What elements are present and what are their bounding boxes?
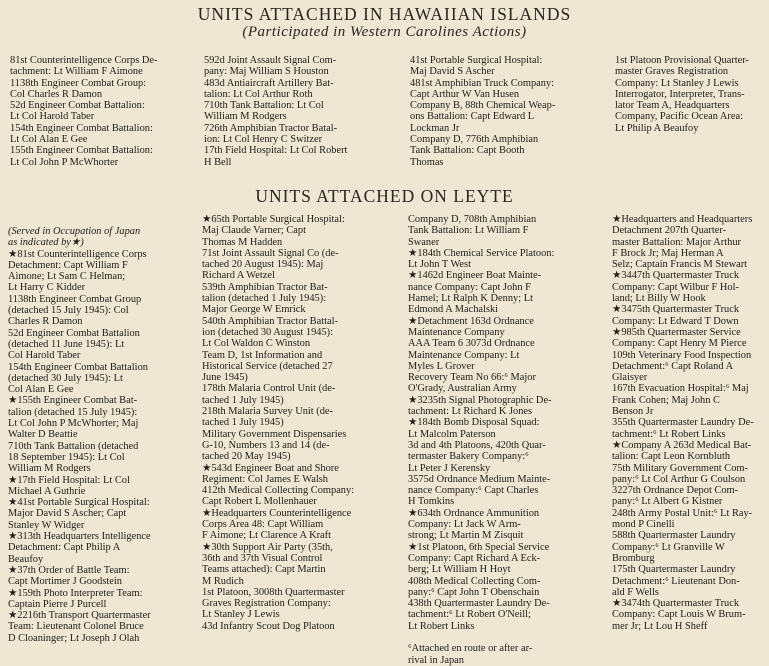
text-line: F Aimone; Lt Clarence A Kraft — [202, 530, 331, 542]
text-line: Team: Lieutenant Colonel Bruce — [8, 621, 144, 633]
text-line: Team D, 1st Information and — [202, 349, 323, 361]
text-line: Graves Registration Company: — [202, 598, 331, 610]
text-line: 3227th Ordnance Depot Com- — [612, 485, 739, 497]
text-line: Maj Claude Varner; Capt — [202, 225, 306, 237]
text-line: Capt Arthur W Van Husen — [410, 88, 520, 100]
text-line: ★2216th Transport Quartermaster — [8, 610, 151, 622]
text-line: ⁶Attached en route or after ar- — [408, 643, 533, 655]
text-line: ★41st Portable Surgical Hospital: — [8, 497, 150, 509]
text-line: 41st Portable Surgical Hospital: — [410, 55, 543, 66]
text-line: ★Headquarters Counterintelligence — [202, 507, 352, 519]
text-line: Selz; Captain Francis M Stewart — [612, 259, 748, 271]
text-line: D Cloaninger; Lt Joseph J Olah — [8, 632, 140, 644]
text-line: termaster Bakery Company:⁶ — [408, 451, 529, 463]
text-line: master Battalion: Major Arthur — [612, 236, 741, 248]
text-line: 710th Tank Battalion: Lt Col — [204, 100, 324, 112]
text-line: 1st Platoon, 3008th Quartermaster — [202, 586, 345, 598]
text-line: Lockman Jr — [410, 122, 460, 134]
text-line: talion: Lt Col Arthur Roth — [204, 88, 313, 100]
text-line: ★Detachment 163d Ordnance — [408, 315, 534, 327]
text-line: William M Rodgers — [8, 463, 91, 475]
text-line — [408, 632, 608, 643]
text-line: Lt Harry C Kidder — [8, 282, 86, 294]
text-line: Lt Malcolm Paterson — [408, 428, 496, 440]
text-line: ★159th Photo Interpreter Team: — [8, 587, 143, 599]
text-line: Major David S Ascher; Capt — [8, 508, 127, 520]
text-line: AAA Team 6 3073d Ordnance — [408, 338, 535, 350]
text-line: Richard A Wetzel — [202, 270, 275, 282]
text-line: Col Alan E Gee — [8, 384, 74, 396]
text-line: ion: Lt Col Henry C Switzer — [204, 134, 323, 146]
text-line: O'Grady, Australian Army — [408, 383, 517, 395]
text-line: tachment:⁶ Lt Robert Links — [612, 428, 726, 440]
text-line: 154th Engineer Combat Battalion: — [10, 122, 153, 134]
text-line: Benson Jr — [612, 406, 654, 418]
text-line: Myles L Grover — [408, 360, 475, 372]
text-line: as indicated by★) — [8, 237, 84, 249]
text-line: ald F Wells — [612, 586, 659, 598]
text-line: 18 September 1945): Lt Col — [8, 451, 125, 463]
text-line: berg; Lt William H Hoyt — [408, 564, 511, 576]
text-line: Edmond A Machalski — [408, 304, 499, 316]
text-line: ★313th Headquarters Intelligence — [8, 531, 151, 543]
text-line: Maintenance Company — [408, 326, 505, 338]
leyte-heading: UNITS ATTACHED ON LEYTE — [255, 186, 514, 206]
text-line: ★3474th Quartermaster Truck — [612, 598, 740, 610]
hawaii-column-3 — [410, 55, 600, 168]
text-line: Walter D Beattie — [8, 429, 78, 441]
text-line: Company: Capt Louis W Brum- — [612, 609, 746, 621]
text-line: Lt Col Alan E Gee — [10, 134, 88, 146]
hawaii-column-1 — [10, 55, 192, 168]
text-line: Interrogator, Interpreter, Trans- — [615, 88, 745, 100]
text-line: Lt Peter J Kerensky — [408, 462, 491, 474]
text-line: pany:⁶ Lt Albert G Kistner — [612, 496, 723, 508]
text-line: ★3475th Quartermaster Truck — [612, 304, 740, 316]
leyte-column-1 — [8, 226, 198, 644]
text-line: tached 20 May 1945) — [202, 451, 291, 463]
text-line: ★3235th Signal Photographic De- — [408, 394, 552, 406]
text-line: Company: Capt Henry M Pierce — [612, 338, 747, 350]
text-line: F Brock Jr; Maj Herman A — [612, 247, 724, 259]
text-line: Company: Capt Richard A Eck- — [408, 552, 541, 564]
text-line: ★17th Field Hospital: Lt Col — [8, 474, 130, 486]
text-line: (detached 30 July 1945): Lt — [8, 372, 123, 384]
text-line: (Served in Occupation of Japan — [8, 226, 141, 237]
text-line: Captain Pierre J Purcell — [8, 598, 107, 610]
text-line: master Graves Registration — [615, 66, 729, 78]
text-line: Lt Col John P McWhorter; Maj — [8, 418, 139, 430]
text-line: pany: Maj William S Houston — [204, 66, 329, 78]
text-line: ★985th Quartermaster Service — [612, 326, 741, 338]
text-line: (detached 11 June 1945): Lt — [8, 338, 125, 350]
text-line: Detachment:⁶ Capt Roland A — [612, 360, 734, 372]
text-line: tachment: Lt Richard K Jones — [408, 406, 533, 418]
text-line: Detachment 207th Quarter- — [612, 225, 727, 237]
text-line: Col Harold Taber — [8, 350, 81, 362]
text-line: 17th Field Hospital: Lt Col Robert — [204, 145, 348, 157]
text-line: 43d Infantry Scout Dog Platoon — [202, 620, 335, 632]
text-line: ★634th Ordnance Ammunition — [408, 507, 540, 519]
text-line: William M Rodgers — [204, 111, 287, 123]
text-line: ion (detached 30 August 1945): — [202, 326, 334, 338]
text-line: Company D, 776th Amphibian — [410, 134, 539, 146]
text-line: nance Company: Capt John F — [408, 281, 531, 293]
text-line: 1138th Engineer Combat Group: — [10, 77, 147, 89]
text-line: Detachment: Capt Philip A — [8, 542, 121, 554]
text-line: Capt Robert L Mollenhauer — [202, 496, 317, 508]
text-line: land; Lt Billy W Hook — [612, 293, 706, 305]
text-line: tachment: Lt William F Aimone — [10, 66, 143, 78]
text-line: tached 1 July 1945) — [202, 394, 284, 406]
text-line: strong; Lt Martin M Zisquit — [408, 530, 524, 542]
text-line: 81st Counterintelligence Corps De- — [10, 55, 158, 66]
leyte-column-2 — [202, 214, 402, 632]
text-line: 539th Amphibian Tractor Bat- — [202, 281, 328, 293]
text-line: Tank Battalion: Capt Booth — [410, 145, 525, 157]
text-line: Frank Cohen; Maj John C — [612, 394, 720, 406]
text-line: 167th Evacuation Hospital:⁶ Maj — [612, 383, 749, 395]
text-line: Thomas — [410, 156, 444, 168]
text-line: 710th Tank Battalion (detached — [8, 440, 139, 452]
text-line: talion: Capt Leon Kornbluth — [612, 451, 731, 463]
text-line: Recovery Team No 66:⁶ Major — [408, 372, 536, 384]
text-line: ons Battalion: Capt Edward L — [410, 111, 535, 123]
text-line: Charles R Damon — [8, 316, 83, 328]
text-line: Lt Col Waldon C Winston — [202, 338, 311, 350]
text-line: G-10, Numbers 13 and 14 (de- — [202, 439, 330, 451]
text-line: Maj David S Ascher — [410, 66, 495, 78]
text-line: Historical Service (detached 27 — [202, 360, 333, 372]
text-line: 52d Engineer Combat Battalion — [8, 327, 140, 339]
text-line: Glaisyer — [612, 372, 648, 384]
text-line: talion (detached 1 July 1945): — [202, 293, 327, 305]
text-line: pany:⁶ Capt John T Obenschain — [408, 586, 540, 598]
text-line: ★Company A 263d Medical Bat- — [612, 439, 752, 451]
text-line: ★81st Counterintelligence Corps — [8, 248, 147, 260]
text-line: Military Government Dispensaries — [202, 428, 347, 440]
text-line: Company: Lt Stanley J Lewis — [615, 77, 739, 89]
text-line: Stanley W Widger — [8, 519, 85, 531]
text-line: 155th Engineer Combat Battalion: — [10, 145, 153, 157]
text-line: 438th Quartermaster Laundry De- — [408, 598, 550, 610]
text-line: tached 20 August 1945): Maj — [202, 259, 324, 271]
text-line: ★37th Order of Battle Team: — [8, 564, 130, 576]
text-line: Bromburg — [612, 552, 655, 564]
text-line: nance Company:⁶ Capt Charles — [408, 485, 539, 497]
text-line: 36th and 37th Visual Control — [202, 552, 323, 564]
text-line: tachment:⁶ Lt Robert O'Neill; — [408, 609, 531, 621]
text-line: 726th Amphibian Tractor Batal- — [204, 122, 338, 134]
leyte-column-3 — [408, 214, 608, 666]
text-line: ★30th Support Air Party (35th, — [202, 541, 333, 553]
text-line: June 1945) — [202, 372, 248, 384]
text-line: ★184th Bomb Disposal Squad: — [408, 417, 540, 429]
text-line: Company: Lt Jack W Arm- — [408, 519, 521, 531]
text-line: (detached 15 July 1945): Col — [8, 305, 129, 317]
text-line: 412th Medical Collecting Company: — [202, 485, 355, 497]
text-line: 408th Medical Collecting Com- — [408, 575, 541, 587]
text-line: Swaner — [408, 236, 440, 248]
text-line: Lt Col Harold Taber — [10, 111, 95, 123]
text-line: ★184th Chemical Service Platoon: — [408, 247, 555, 259]
text-line: 1138th Engineer Combat Group — [8, 293, 142, 305]
text-line: Company D, 708th Amphibian — [408, 214, 537, 225]
text-line: 109th Veterinary Food Inspection — [612, 349, 752, 361]
text-line: ★Headquarters and Headquarters — [612, 214, 753, 225]
hawaii-column-2 — [204, 55, 394, 168]
text-line: 218th Malaria Survey Unit (de- — [202, 406, 334, 418]
hawaii-column-4 — [615, 55, 767, 134]
text-line: tached 1 July 1945) — [202, 417, 284, 429]
leyte-column-4 — [612, 214, 769, 632]
text-line: 1st Platoon Provisional Quarter- — [615, 55, 749, 66]
text-line: talion (detached 15 July 1945): — [8, 406, 138, 418]
text-line: Hamel; Lt Ralph K Denny; Lt — [408, 293, 533, 305]
text-line: ★543d Engineer Boat and Shore — [202, 462, 339, 474]
text-line: Company: Lt Edward T Down — [612, 315, 739, 327]
text-line: mer Jr; Lt Lou H Sheff — [612, 620, 708, 632]
text-line: Regiment: Col James E Walsh — [202, 473, 328, 485]
text-line: Thomas M Hadden — [202, 236, 283, 248]
text-line: Detachment:⁶ Lieutenant Don- — [612, 575, 740, 587]
text-line: ★3447th Quartermaster Truck — [612, 270, 740, 282]
text-line: 592d Joint Assault Signal Com- — [204, 55, 337, 66]
text-line: Company B, 88th Chemical Weap- — [410, 100, 556, 112]
text-line: 71st Joint Assault Signal Co (de- — [202, 247, 339, 259]
text-line: Company, Pacific Ocean Area: — [615, 111, 744, 123]
text-line: 481st Amphibian Truck Company: — [410, 77, 555, 89]
text-line: Lt Philip A Beaufoy — [615, 122, 699, 134]
text-line: mond P Cinelli — [612, 519, 675, 531]
text-line: 178th Malaria Control Unit (de- — [202, 383, 336, 395]
text-line: 248th Army Postal Unit:⁶ Lt Ray- — [612, 507, 753, 519]
text-line: Company:⁶ Lt Granville W — [612, 541, 725, 553]
text-line: Corps Area 48: Capt William — [202, 519, 324, 531]
text-line: Michael A Guthrie — [8, 485, 86, 497]
text-line: Lt Col John P McWhorter — [10, 156, 119, 168]
text-line: Maintenance Company: Lt — [408, 349, 520, 361]
text-line: pany:⁶ Lt Col Arthur G Coulson — [612, 473, 746, 485]
text-line: 52d Engineer Combat Battalion: — [10, 100, 145, 112]
text-line: 75th Military Government Com- — [612, 462, 748, 474]
text-line: 3575d Ordnance Medium Mainte- — [408, 473, 551, 485]
text-line: Lt Robert Links — [408, 620, 475, 632]
text-line: ★155th Engineer Combat Bat- — [8, 395, 138, 407]
text-line: 175th Quartermaster Laundry — [612, 564, 736, 576]
text-line: 3d and 4th Platoons, 420th Quar- — [408, 439, 546, 451]
text-line: M Rudich — [202, 575, 244, 587]
text-line: Lt John T West — [408, 259, 471, 271]
text-line: Teams attached): Capt Martin — [202, 564, 326, 576]
text-line: Major George W Emrick — [202, 304, 306, 316]
hawaii-subheading: (Participated in Western Carolines Actions) — [242, 24, 527, 40]
text-line: Col Charles R Damon — [10, 88, 103, 100]
text-line: lator Team A, Headquarters — [615, 100, 730, 112]
text-line: ★65th Portable Surgical Hospital: — [202, 214, 345, 225]
text-line: 540th Amphibian Tractor Battal- — [202, 315, 338, 327]
text-line: 483d Antiaircraft Artillery Bat- — [204, 77, 334, 89]
text-line: 355th Quartermaster Laundry De- — [612, 417, 754, 429]
text-line: 588th Quartermaster Laundry — [612, 530, 736, 542]
text-line: rival in Japan — [408, 654, 464, 666]
text-line: H Bell — [204, 156, 232, 168]
text-line: H Tomkins — [408, 496, 455, 508]
hawaii-heading: UNITS ATTACHED IN HAWAIIAN ISLANDS — [197, 4, 572, 24]
text-line: ★1st Platoon, 6th Special Service — [408, 541, 550, 553]
text-line: ★1462d Engineer Boat Mainte- — [408, 270, 542, 282]
text-line: Lt Stanley J Lewis — [202, 609, 280, 621]
text-line: Capt Mortimer J Goodstein — [8, 576, 122, 588]
text-line: Tank Battalion: Lt William F — [408, 225, 529, 237]
text-line: Aimone; Lt Sam C Helman; — [8, 271, 126, 283]
text-line: Beaufoy — [8, 553, 44, 565]
text-line: 154th Engineer Combat Battalion — [8, 361, 148, 373]
text-line: Detachment: Capt William F — [8, 259, 128, 271]
text-line: Company: Capt Wilbur F Hol- — [612, 281, 739, 293]
